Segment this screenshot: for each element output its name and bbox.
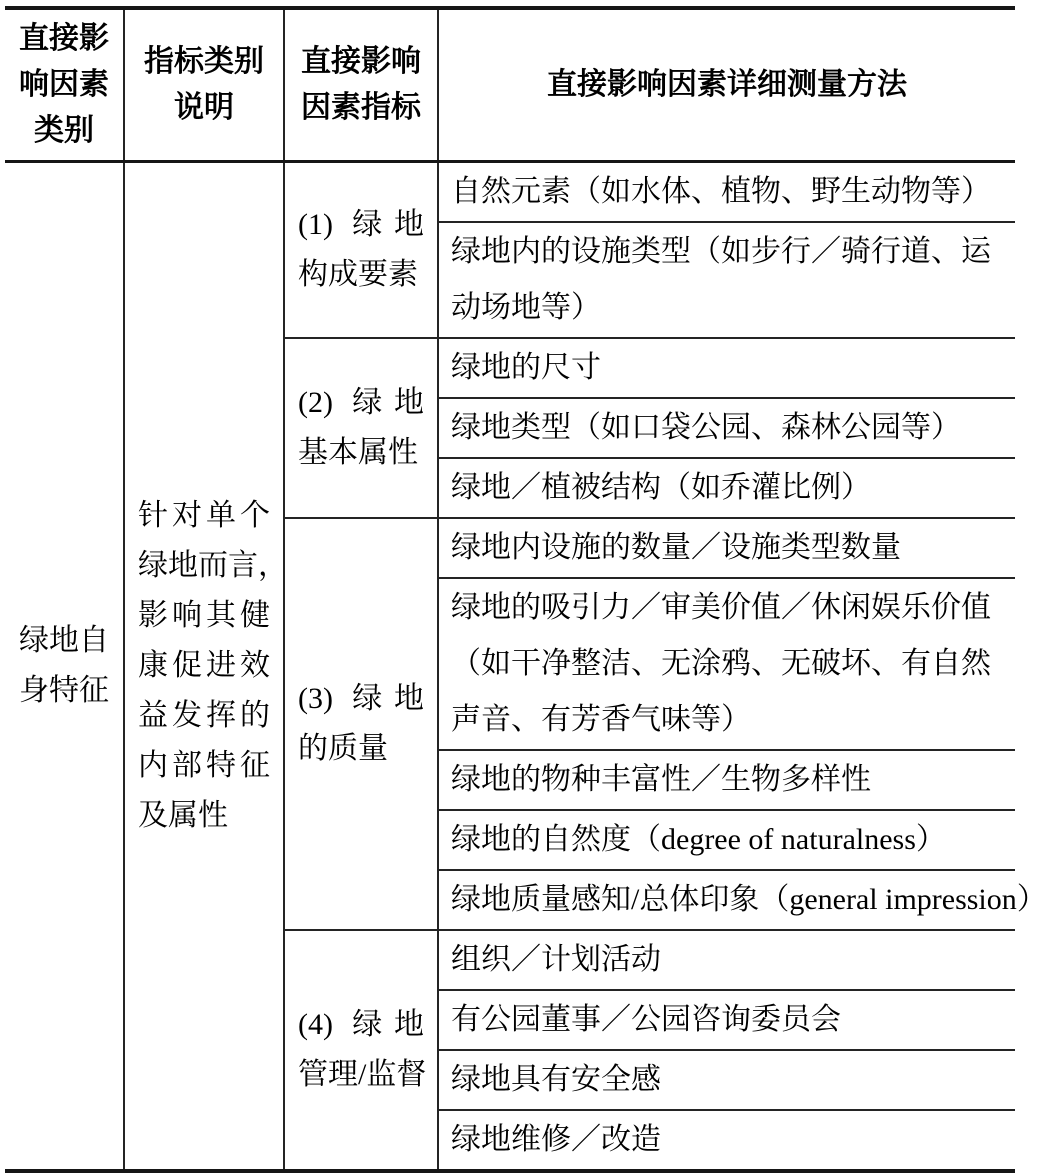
header-row bbox=[5, 8, 1015, 162]
method-cell: 绿地的自然度（degree of naturalness） bbox=[438, 810, 1015, 870]
table-row bbox=[5, 162, 1015, 223]
method-cell: 绿地内设施的数量／设施类型数量 bbox=[438, 518, 1015, 578]
header-cell-indicator-category-note: 指标类别 说明 bbox=[124, 8, 284, 162]
indicator-cell-4: (4) 绿地 管理/监督 bbox=[284, 930, 438, 1171]
method-cell: 组织／计划活动 bbox=[438, 930, 1015, 990]
method-cell: 绿地的物种丰富性／生物多样性 bbox=[438, 750, 1015, 810]
header-cell-factor-indicator: 直接影响 因素指标 bbox=[284, 8, 438, 162]
method-cell: 绿地类型（如口袋公园、森林公园等） bbox=[438, 398, 1015, 458]
method-cell: 绿地质量感知/总体印象（general impression） bbox=[438, 870, 1015, 930]
measurement-methods-table bbox=[5, 6, 1047, 1173]
category-cell: 绿地自 身特征 bbox=[5, 162, 124, 1172]
method-cell: 绿地内的设施类型（如步行／骑行道、运动场地等） bbox=[438, 222, 1015, 338]
indicator-cell-1: (1) 绿地 构成要素 bbox=[284, 162, 438, 339]
indicator-cell-3: (3) 绿地 的质量 bbox=[284, 518, 438, 930]
method-cell: 绿地／植被结构（如乔灌比例） bbox=[438, 458, 1015, 518]
method-cell: 绿地具有安全感 bbox=[438, 1050, 1015, 1110]
indicator-cell-2: (2) 绿地 基本属性 bbox=[284, 338, 438, 518]
method-cell: 绿地的吸引力／审美价值／休闲娱乐价值（如干净整洁、无涂鸦、无破坏、有自然声音、有芳香气味等） bbox=[438, 578, 1015, 750]
method-cell: 绿地的尺寸 bbox=[438, 338, 1015, 398]
header-cell-factor-category: 直接影 响因素 类别 bbox=[5, 8, 124, 162]
description-cell: 针对单个 绿地而言， 影响其健 康促进效 益发挥的 内部特征 及属性 bbox=[124, 162, 284, 1172]
document-page bbox=[0, 6, 1047, 1156]
method-cell: 自然元素（如水体、植物、野生动物等） bbox=[438, 162, 1015, 223]
method-cell: 有公园董事／公园咨询委员会 bbox=[438, 990, 1015, 1050]
method-cell: 绿地维修／改造 bbox=[438, 1110, 1015, 1171]
header-cell-measurement-method: 直接影响因素详细测量方法 bbox=[438, 8, 1015, 162]
